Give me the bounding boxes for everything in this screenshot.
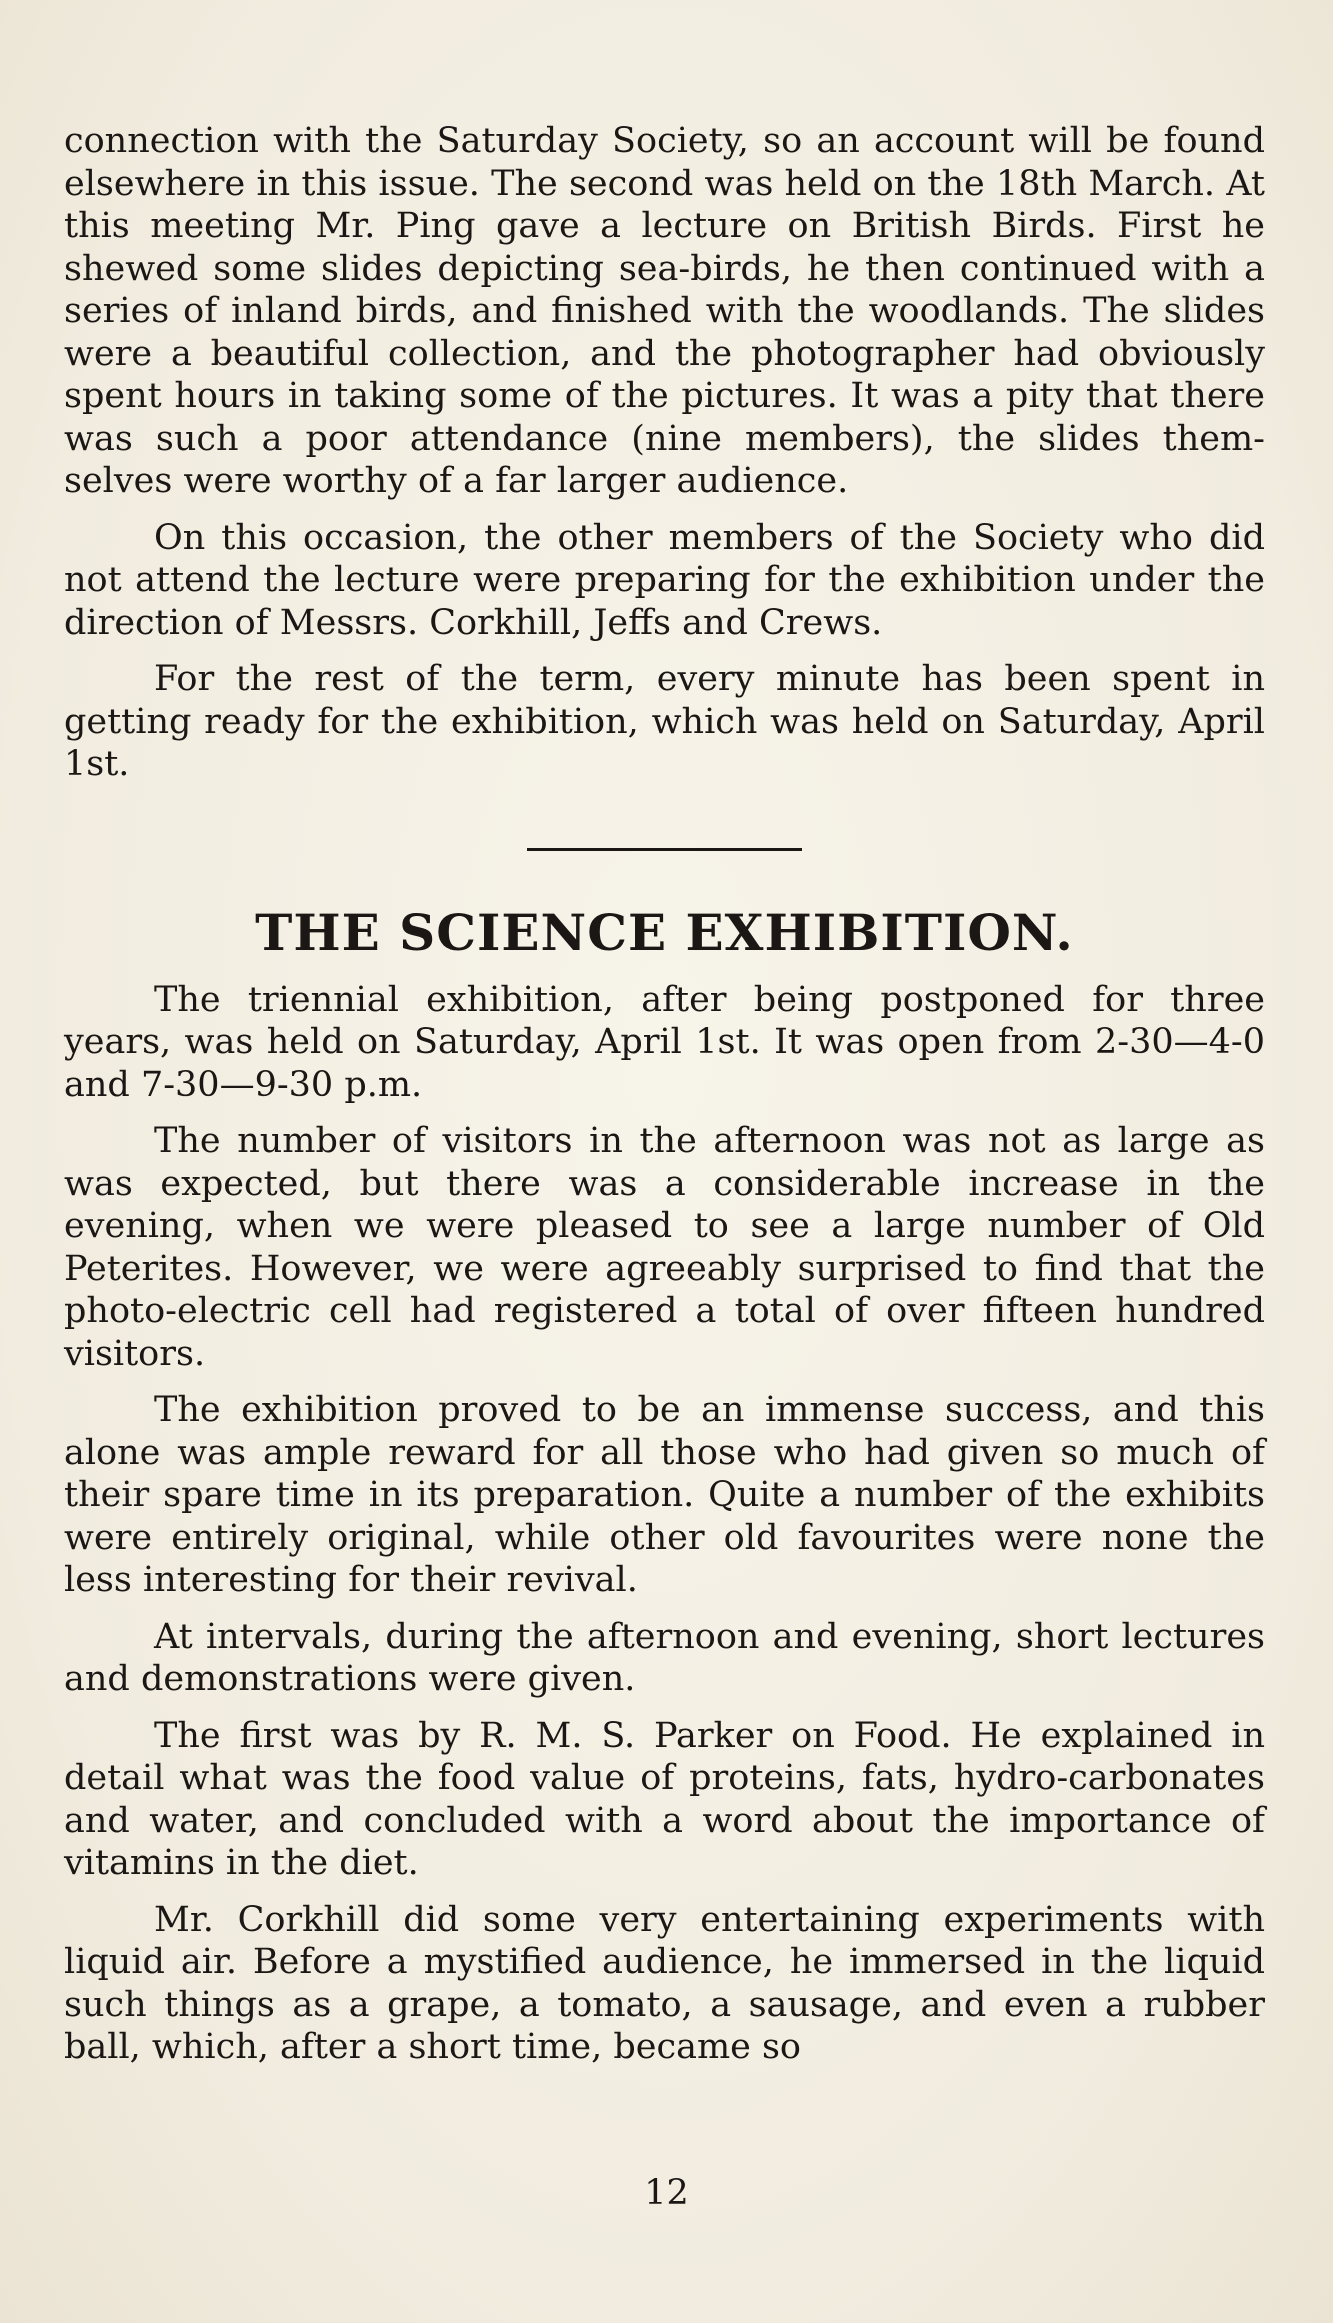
- page-number: 12: [644, 2173, 689, 2213]
- paragraph-society-preparation: On this occasion, the other members of the Society who did not attend the lecture were preparing for the exhibition under the direction of Messrs. Corkhill, Jeffs and Crews.: [64, 517, 1265, 643]
- paragraph-rest-of-term: For the rest of the term, every minute has been spent in getting ready for the exhibition, which was held on Saturday, April 1st.: [64, 659, 1265, 784]
- section-heading: THE SCIENCE EXHIBITION.: [255, 902, 1074, 962]
- paragraph-continuation: connection with the Saturday Society, so an account will be found elsewhere in this issue. The second was held on the 18th March. At this meeting Mr. Ping gave a lecture on British Birds. First he shewed some slides depicting sea-birds, he then continued with a series of inland birds, and finished with the woodlands. The slides were a beautiful collection, and the photographer had obviously spent hours in taking some of the pictures. It was a pity that there was such a poor attendance (nine members), the slides them-selves were worthy of a far larger audience.: [64, 121, 1265, 501]
- section-divider: [527, 848, 802, 851]
- paragraph-lectures: At intervals, during the afternoon and evening, short lectures and demonstrations were given.: [64, 1616, 1265, 1699]
- paragraph-food-lecture: The first was by R. M. S. Parker on Food. He explained in detail what was the food value of proteins, fats, hydro-carbonates and water, and concluded with a word about the importance of vitamins in the diet.: [64, 1715, 1265, 1883]
- paragraph-liquid-air: Mr. Corkhill did some very entertaining experiments with liquid air. Before a mystified audience, he immersed in the liquid such things as a grape, a tomato, a sausage, and even a rubber ball, which, after a short time, became so: [64, 1899, 1265, 2067]
- paragraph-success: The exhibition proved to be an immense success, and this alone was ample reward for all those who had given so much of their spare time in its preparation. Quite a number of the exhibits were entirely original, while other old favourites were none the less interesting for their revival.: [64, 1390, 1265, 1600]
- paragraph-visitors: The number of visitors in the afternoon was not as large as was expected, but there was a considerable increase in the evening, when we were pleased to see a large number of Old Peterites. However, we were agreeably surprised to find that the photo-electric cell had registered a total of over fifteen hundred visitors.: [64, 1121, 1265, 1374]
- paragraph-exhibition-intro: The triennial exhibition, after being postponed for three years, was held on Saturday, April 1st. It was open from 2-30—4-0 and 7-30—9-30 p.m.: [64, 979, 1265, 1105]
